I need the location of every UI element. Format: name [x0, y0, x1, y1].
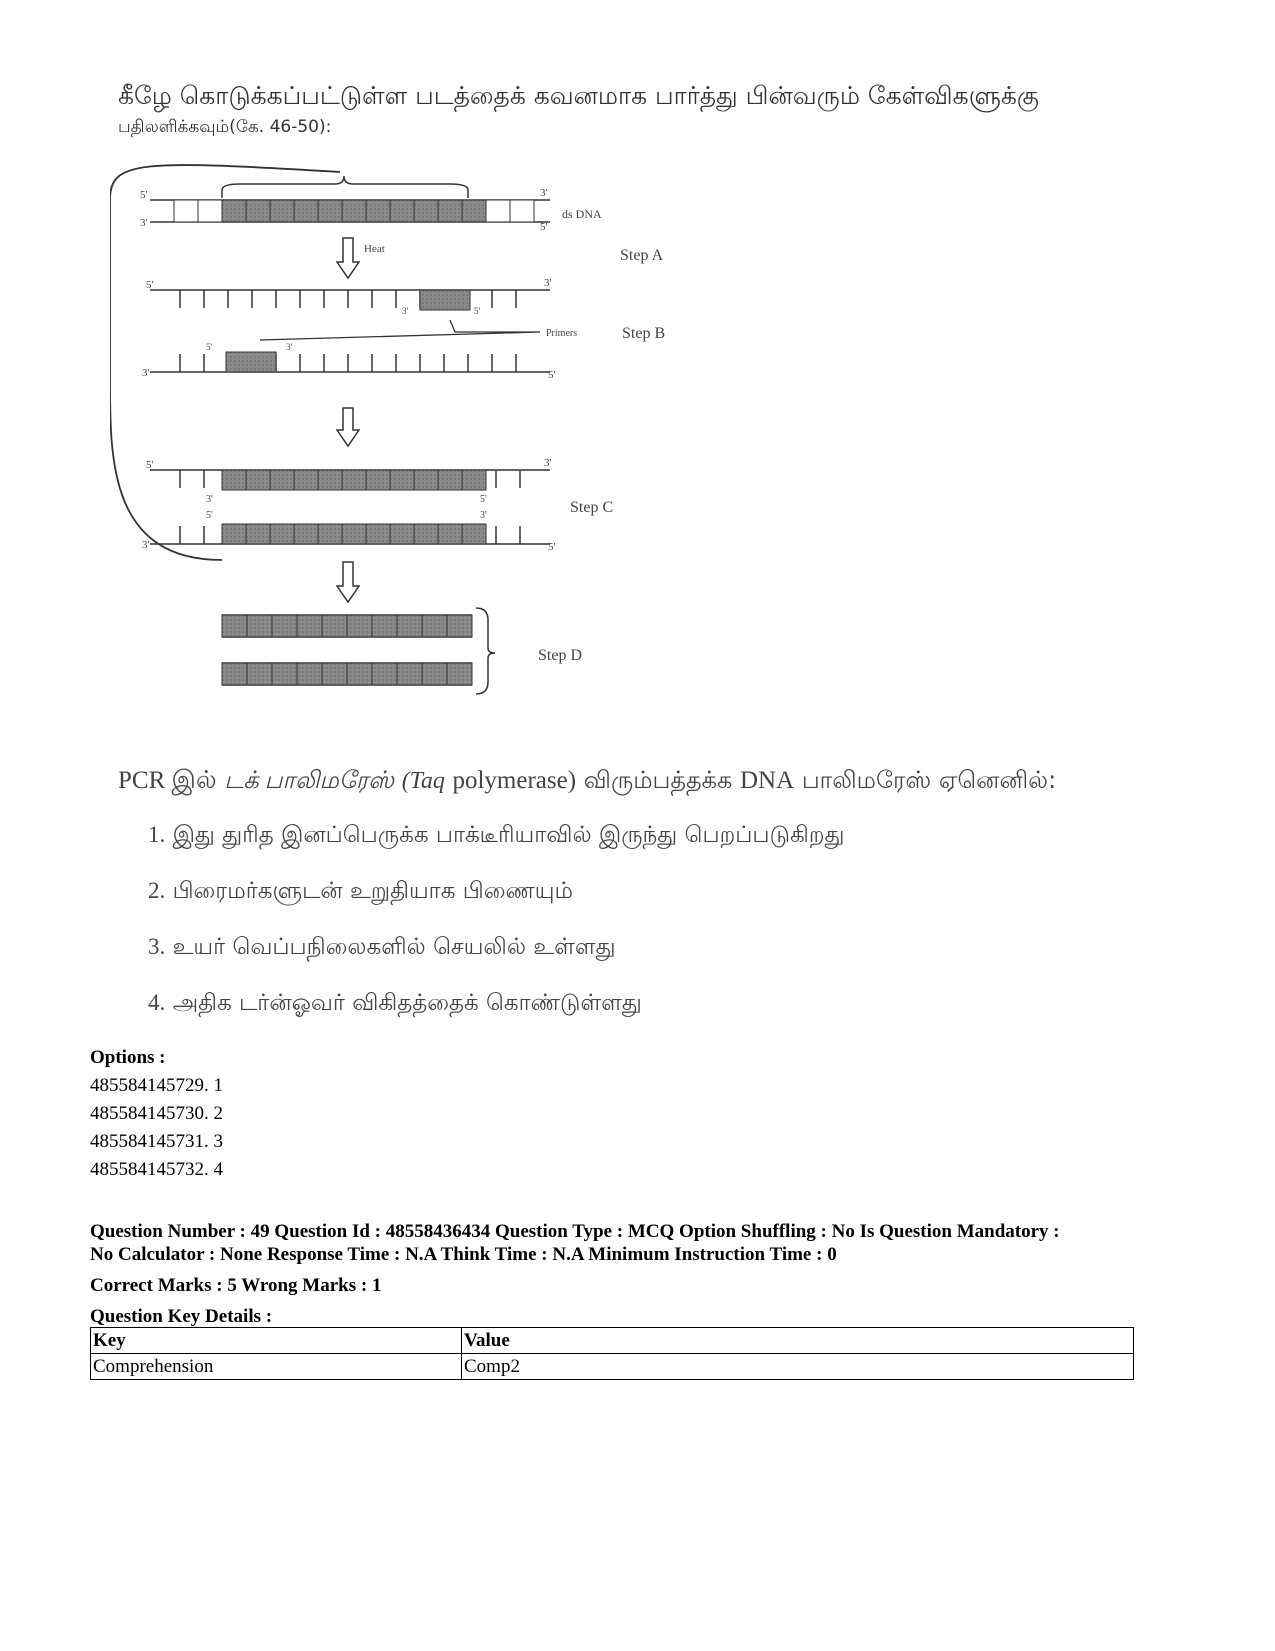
- new-strand-block: [366, 524, 390, 544]
- sc2-3prime-left: 3': [142, 539, 150, 551]
- intro-line-1: கீழே கொடுக்கப்பட்டுள்ள படத்தைக் கவனமாக பார்த்து பின்வரும் கேள்விகளுக்கு: [118, 81, 1039, 110]
- step-d-brace: [476, 608, 495, 694]
- options-title: Options :: [90, 1047, 166, 1068]
- key-details-title: Question Key Details :: [90, 1306, 273, 1327]
- new-strand-block: [414, 470, 438, 490]
- new-strand-block: [366, 470, 390, 490]
- ds-dna-3prime-bottom: 3': [140, 217, 148, 229]
- choice-2: 2. பிரைமர்களுடன் உறுதியாக பிணையும்: [148, 878, 573, 904]
- sc1-inner-5prime: 5': [480, 494, 487, 505]
- stem-taq-tamil: டக் பாலிமரேஸ்: [224, 768, 395, 794]
- question-stem: [118, 766, 1056, 798]
- ds-dna-5prime-bottom: 5': [540, 221, 548, 233]
- cell-value: Comp2: [462, 1354, 1134, 1380]
- product-block: [422, 615, 447, 637]
- product-block: [372, 615, 397, 637]
- target-brace: [222, 176, 468, 198]
- option-item: 485584145731. 3: [90, 1131, 223, 1152]
- dna-base-pair: [174, 200, 198, 222]
- product-block: [297, 663, 322, 685]
- step-c-label: Step C: [570, 499, 614, 516]
- dna-base-pair: [414, 200, 438, 222]
- primer-top: [420, 290, 470, 310]
- dna-base-pair: [342, 200, 366, 222]
- choice-3: 3. உயர் வெப்பநிலைகளில் செயலில் உள்ளது: [148, 934, 616, 960]
- sc2-5prime: 5': [206, 510, 213, 521]
- header-value: Value: [462, 1328, 1134, 1354]
- new-strand-block: [318, 470, 342, 490]
- primer-top-3prime: 3': [402, 306, 409, 316]
- ss2-3prime: 3': [142, 367, 150, 379]
- product-strand-2: [222, 663, 472, 685]
- options-block: [90, 1044, 223, 1184]
- product-block: [272, 663, 297, 685]
- stem-dna: DNA: [740, 767, 795, 794]
- choice-4: 4. அதிக டர்ன்ஓவர் விகிதத்தைக் கொண்டுள்ளது: [148, 990, 642, 1016]
- product-block: [297, 615, 322, 637]
- question-meta: [90, 1220, 1150, 1328]
- table-header-row: [91, 1328, 1134, 1354]
- choice-1: 1. இது துரித இனப்பெருக்க பாக்டீரியாவில் இருந்து பெறப்படுகிறது: [148, 822, 845, 848]
- product-block: [247, 615, 272, 637]
- stem-suffix: பாலிமரேஸ் ஏனெனில்:: [801, 766, 1057, 794]
- new-strand-block: [246, 524, 270, 544]
- dna-base-pair: [246, 200, 270, 222]
- key-details-table: [90, 1327, 1134, 1380]
- table-row: [91, 1354, 1134, 1380]
- marks-line: Correct Marks : 5 Wrong Marks : 1: [90, 1275, 382, 1296]
- dna-base-pair: [198, 200, 222, 222]
- extended-strand-top: [150, 470, 550, 490]
- meta-line-2: No Calculator : None Response Time : N.A Think Time : N.A Minimum Instruction Time : 0: [90, 1244, 837, 1265]
- header-key: Key: [91, 1328, 462, 1354]
- new-strand-block: [318, 524, 342, 544]
- sc2-3prime: 3': [480, 510, 487, 521]
- stem-mid: விரும்பத்தக்க: [583, 766, 733, 794]
- extended-strand-bottom: [150, 524, 550, 544]
- sc2-5prime-right: 5': [548, 541, 556, 553]
- new-strand-block: [294, 470, 318, 490]
- ds-dna: [150, 200, 550, 222]
- dna-base-pair: [270, 200, 294, 222]
- new-strand-block: [390, 470, 414, 490]
- new-strand-block: [390, 524, 414, 544]
- ds-dna-3prime-top: 3': [540, 187, 548, 199]
- heat-arrow: [337, 238, 359, 278]
- new-strand-block: [462, 470, 486, 490]
- step-d-label: Step D: [538, 647, 582, 664]
- product-strand-1: [222, 615, 472, 637]
- new-strand-block: [222, 470, 246, 490]
- single-strand-top: [150, 290, 550, 310]
- question-intro: [118, 78, 1039, 140]
- primer-bottom: [226, 352, 276, 372]
- dna-base-pair: [438, 200, 462, 222]
- product-block: [347, 615, 372, 637]
- primers-label: Primers: [546, 328, 578, 339]
- sc1-3prime: 3': [544, 457, 552, 469]
- step-a-label: Step A: [620, 247, 664, 264]
- single-strand-bottom: [150, 352, 550, 372]
- cell-key: Comprehension: [91, 1354, 462, 1380]
- new-strand-block: [270, 470, 294, 490]
- ss1-3prime: 3': [544, 277, 552, 289]
- new-strand-block: [414, 524, 438, 544]
- product-block: [322, 615, 347, 637]
- primers-pointer: [260, 320, 540, 340]
- product-block: [447, 663, 472, 685]
- stem-poly: polymerase): [452, 767, 577, 794]
- new-strand-block: [222, 524, 246, 544]
- meta-line-1: Question Number : 49 Question Id : 48558436434 Question Type : MCQ Option Shuffling : No Is Question Mandatory :: [90, 1221, 1060, 1242]
- pcr-diagram: [110, 160, 710, 800]
- new-strand-block: [246, 470, 270, 490]
- product-block: [322, 663, 347, 685]
- dna-base-pair: [462, 200, 486, 222]
- stem-taq-en: (Taq: [401, 768, 445, 794]
- new-strand-block: [462, 524, 486, 544]
- dna-base-pair: [366, 200, 390, 222]
- product-block: [447, 615, 472, 637]
- dna-base-pair: [510, 200, 534, 222]
- dna-base-pair: [318, 200, 342, 222]
- new-strand-block: [438, 524, 462, 544]
- question-choices: [148, 820, 844, 1044]
- option-item: 485584145729. 1: [90, 1075, 223, 1096]
- intro-line-2: பதிலளிக்கவும்(கே. 46-50):: [118, 117, 332, 137]
- product-block: [222, 663, 247, 685]
- primer-bottom-3prime: 3': [286, 342, 293, 352]
- product-block: [272, 615, 297, 637]
- primer-top-5prime: 5': [474, 306, 481, 316]
- dna-base-pair: [390, 200, 414, 222]
- new-strand-block: [342, 470, 366, 490]
- product-block: [347, 663, 372, 685]
- product-block: [397, 663, 422, 685]
- product-block: [222, 615, 247, 637]
- new-strand-block: [270, 524, 294, 544]
- down-arrow-2: [337, 408, 359, 446]
- ds-dna-5prime-top: 5': [140, 189, 148, 201]
- product-block: [372, 663, 397, 685]
- ss1-5prime: 5': [146, 279, 154, 291]
- product-block: [247, 663, 272, 685]
- new-strand-block: [438, 470, 462, 490]
- dna-base-pair: [294, 200, 318, 222]
- product-block: [397, 615, 422, 637]
- step-b-label: Step B: [622, 325, 666, 342]
- sc1-5prime: 5': [146, 459, 154, 471]
- option-item: 485584145730. 2: [90, 1103, 223, 1124]
- dna-base-pair: [222, 200, 246, 222]
- ss2-5prime: 5': [548, 369, 556, 381]
- sc1-inner-3prime: 3': [206, 494, 213, 505]
- primer-bottom-5prime: 5': [206, 342, 213, 352]
- ds-dna-label: ds DNA: [562, 207, 602, 221]
- new-strand-block: [294, 524, 318, 544]
- product-block: [422, 663, 447, 685]
- new-strand-block: [342, 524, 366, 544]
- question-image: [110, 78, 1130, 1058]
- dna-base-pair: [486, 200, 510, 222]
- down-arrow-3: [337, 562, 359, 602]
- option-item: 485584145732. 4: [90, 1159, 223, 1180]
- heat-label: Heat: [364, 243, 385, 255]
- stem-prefix: PCR இல்: [118, 767, 217, 794]
